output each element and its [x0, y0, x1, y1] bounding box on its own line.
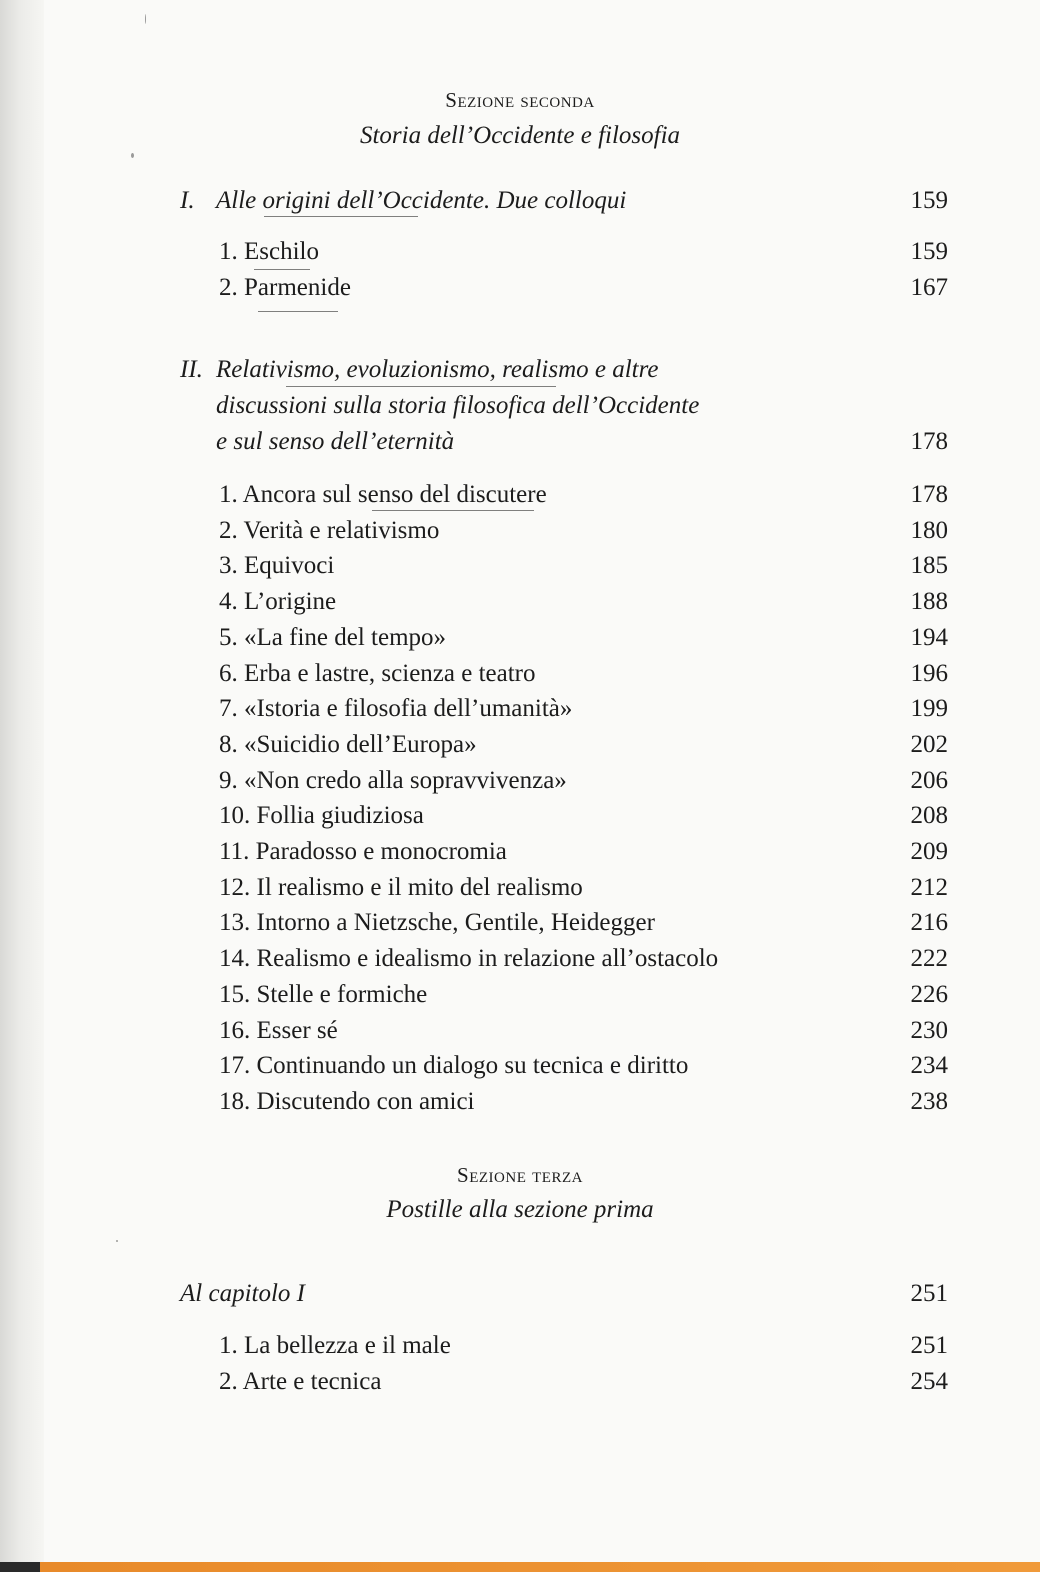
section-two-subtitle: Storia dell’Occidente e filosofia: [359, 122, 681, 149]
entry-page: 222: [910, 945, 948, 972]
chapter-number: I.: [180, 187, 195, 214]
pencil-underline: [286, 386, 556, 387]
entry-title: 10. Follia giudiziosa: [219, 802, 424, 829]
toc-entry: [219, 977, 948, 1013]
chapter-page-number: 251: [910, 1280, 948, 1307]
entry-title: 2. Verità e relativismo: [219, 517, 440, 544]
entry-title: 15. Stelle e formiche: [219, 981, 428, 1008]
entry-page: 238: [910, 1088, 948, 1115]
toc-entry: [219, 234, 948, 270]
paper-speck: [145, 14, 146, 24]
entry-page: 180: [910, 517, 948, 544]
toc-entry: [219, 270, 948, 306]
entry-page: 194: [910, 624, 948, 651]
entry-title: 1. La bellezza e il male: [219, 1332, 451, 1359]
entry-title: 12. Il realismo e il mito del realismo: [219, 874, 583, 901]
chapter-heading: [180, 1276, 948, 1312]
entry-page: 212: [910, 874, 948, 901]
chapter-title-line: Al capitolo I: [180, 1280, 305, 1307]
toc-entry: [219, 620, 948, 656]
pencil-underline: [264, 216, 418, 217]
entry-title: 7. «Istoria e filosofia dell’umanità»: [219, 695, 573, 722]
toc-entry: [219, 691, 948, 727]
entry-title: 6. Erba e lastre, scienza e teatro: [219, 660, 536, 687]
chapter-title-line: Relativismo, evoluzionismo, realismo e altre: [216, 356, 659, 383]
chapter-page-number: 178: [910, 428, 948, 455]
toc-entry: [219, 941, 948, 977]
toc-entry: [219, 1084, 948, 1120]
pencil-underline: [258, 311, 338, 312]
entry-title: 2. Parmenide: [219, 274, 351, 301]
toc-entry: [219, 727, 948, 763]
toc-entry: [219, 548, 948, 584]
entry-page: 196: [910, 660, 948, 687]
section-three-subtitle: Postille alla sezione prima: [386, 1196, 654, 1223]
toc-entry: [219, 477, 948, 513]
toc-entry: [219, 834, 948, 870]
entry-title: 2. Arte e tecnica: [219, 1368, 382, 1395]
entry-page: 230: [910, 1017, 948, 1044]
chapter-heading: [180, 352, 948, 460]
pencil-underline: [372, 510, 534, 511]
entry-page: 226: [910, 981, 948, 1008]
entry-title: 3. Equivoci: [219, 552, 335, 579]
page-bottom-edge: [0, 1562, 1040, 1572]
toc-entry: [219, 763, 948, 799]
entry-page: 254: [910, 1368, 948, 1395]
entry-page: 202: [910, 731, 948, 758]
entry-title: 11. Paradosso e monocromia: [219, 838, 507, 865]
toc-entry: [219, 798, 948, 834]
entry-page: 199: [910, 695, 948, 722]
entry-page: 208: [910, 802, 948, 829]
chapter-number: II.: [180, 356, 203, 383]
toc-entry: [219, 656, 948, 692]
entry-page: 159: [910, 238, 948, 265]
entry-title: 18. Discutendo con amici: [219, 1088, 475, 1115]
chapter-title-line: e sul senso dell’eternità: [216, 428, 455, 455]
chapter-title-line: discussioni sulla storia filosofica dell’Occidente: [216, 392, 700, 419]
toc-entry: [219, 513, 948, 549]
entry-page: 185: [910, 552, 948, 579]
toc-entry: [219, 584, 948, 620]
entry-title: 16. Esser sé: [219, 1017, 338, 1044]
entry-title: 8. «Suicidio dell’Europa»: [219, 731, 477, 758]
entry-title: 5. «La fine del tempo»: [219, 624, 447, 651]
entry-page: 234: [910, 1052, 948, 1079]
paper-speck: [116, 1240, 118, 1242]
toc-entry: [219, 1328, 948, 1364]
entry-page: 167: [910, 274, 948, 301]
entry-page: 251: [910, 1332, 948, 1359]
chapter-title-line: Alle origini dell’Occidente. Due colloqui: [216, 187, 627, 214]
section-three-heading: Sezione terza: [457, 1163, 583, 1187]
entry-page: 206: [910, 767, 948, 794]
paper-speck: [131, 153, 134, 158]
entry-title: 1. Eschilo: [219, 238, 319, 265]
entry-title: 13. Intorno a Nietzsche, Gentile, Heidegger: [219, 909, 655, 936]
entry-page: 188: [910, 588, 948, 615]
toc-entry: [219, 1013, 948, 1049]
page-binding-shadow: [0, 0, 44, 1572]
section-two-heading: Sezione seconda: [445, 88, 595, 112]
entry-title: 14. Realismo e idealismo in relazione all’ostacolo: [219, 945, 719, 972]
entry-title: 1. Ancora sul senso del discutere: [219, 481, 547, 508]
entry-title: 17. Continuando un dialogo su tecnica e diritto: [219, 1052, 689, 1079]
toc-entry: [219, 905, 948, 941]
toc-entry: [219, 1364, 948, 1400]
entry-title: 4. L’origine: [219, 588, 337, 615]
entry-title: 9. «Non credo alla sopravvivenza»: [219, 767, 567, 794]
toc-entry: [219, 1048, 948, 1084]
chapter-heading: [180, 183, 948, 219]
chapter-page-number: 159: [910, 187, 948, 214]
entry-page: 216: [910, 909, 948, 936]
entry-page: 209: [910, 838, 948, 865]
toc-entry: [219, 870, 948, 906]
entry-page: 178: [910, 481, 948, 508]
